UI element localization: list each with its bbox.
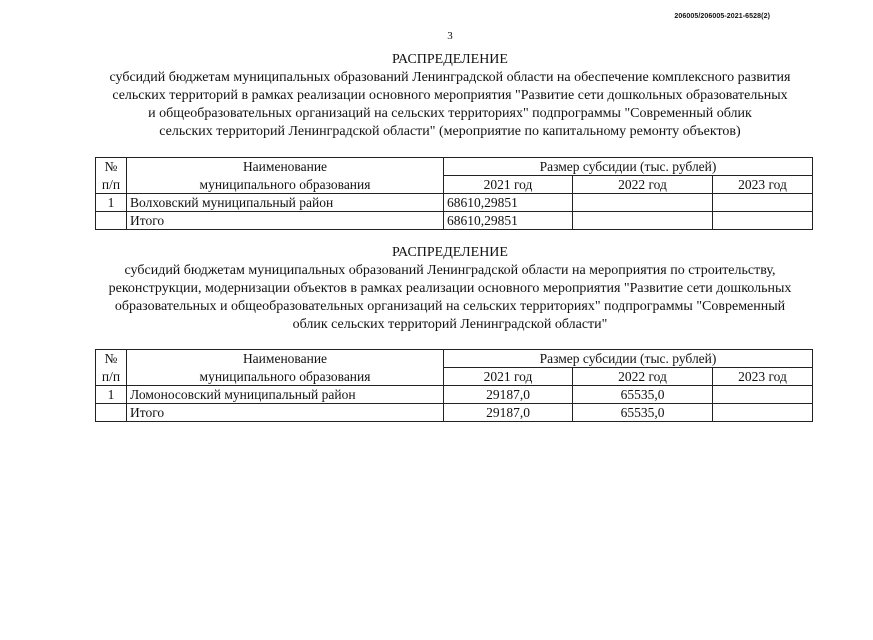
row-value-2021: 68610,29851 [444, 212, 573, 230]
subsidy-header: Размер субсидии (тыс. рублей) [444, 158, 813, 176]
name-header: Наименование [127, 158, 444, 176]
section2-line-2: реконструкции, модернизации объектов в рамках реализации основного мероприятия "Развитие сети дошкольных [108, 281, 792, 296]
year-header-2023: 2023 год [713, 368, 813, 386]
section2-heading [0, 244, 873, 334]
row-value-2023 [713, 194, 813, 212]
year-header-2021: 2021 год [444, 176, 573, 194]
document-id: 206005/206005-2021-6528(2) [674, 13, 770, 20]
row-num [96, 212, 127, 230]
page-number: 3 [447, 30, 453, 42]
section1-heading [0, 51, 873, 141]
section1-line-3: и общеобразовательных организаций на сельских территориях" подпрограммы "Современный облик [148, 106, 752, 121]
table-total-row [96, 212, 813, 230]
row-name: Итого [127, 212, 444, 230]
num-header: № [96, 350, 127, 368]
row-value-2023 [713, 212, 813, 230]
num-header-sub: п/п [96, 176, 127, 194]
row-name: Ломоносовский муниципальный район [127, 386, 444, 404]
row-num: 1 [96, 194, 127, 212]
section1-line-1: субсидий бюджетам муниципальных образований Ленинградской области на обеспечение комплексного развития [109, 70, 791, 85]
section2-line-3: образовательных и общеобразовательных организаций на сельских территориях" подпрограммы "Современный [114, 299, 786, 314]
section1-table [95, 157, 813, 230]
table-header-row [96, 158, 813, 176]
row-value-2022: 65535,0 [573, 386, 713, 404]
row-value-2022: 65535,0 [573, 404, 713, 422]
row-num: 1 [96, 386, 127, 404]
row-value-2021: 68610,29851 [444, 194, 573, 212]
table-header-row [96, 368, 813, 386]
section2-title: РАСПРЕДЕЛЕНИЕ [392, 245, 508, 260]
num-header-sub: п/п [96, 368, 127, 386]
year-header-2023: 2023 год [713, 176, 813, 194]
num-header: № [96, 158, 127, 176]
row-value-2021: 29187,0 [444, 404, 573, 422]
name-header-sub: муниципального образования [127, 368, 444, 386]
row-value-2021: 29187,0 [444, 386, 573, 404]
section1-line-4: сельских территорий Ленинградской области" (мероприятие по капитальному ремонту объектов) [159, 124, 741, 139]
row-num [96, 404, 127, 422]
table-header-row [96, 350, 813, 368]
row-value-2023 [713, 386, 813, 404]
row-value-2022 [573, 194, 713, 212]
section1-title: РАСПРЕДЕЛЕНИЕ [392, 52, 508, 67]
year-header-2022: 2022 год [573, 368, 713, 386]
section1-line-2: сельских территорий в рамках реализации основного мероприятия "Развитие сети дошкольных образовательных [112, 88, 788, 103]
section2-line-1: субсидий бюджетам муниципальных образований Ленинградской области на мероприятия по строительству, [124, 263, 776, 278]
table-row [96, 386, 813, 404]
table-total-row [96, 404, 813, 422]
year-header-2021: 2021 год [444, 368, 573, 386]
section2-line-4: облик сельских территорий Ленинградской области" [292, 317, 608, 332]
table-row [96, 194, 813, 212]
name-header: Наименование [127, 350, 444, 368]
row-name: Итого [127, 404, 444, 422]
year-header-2022: 2022 год [573, 176, 713, 194]
table-header-row [96, 176, 813, 194]
row-value-2022 [573, 212, 713, 230]
row-name: Волховский муниципальный район [127, 194, 444, 212]
row-value-2023 [713, 404, 813, 422]
section2-table [95, 349, 813, 422]
subsidy-header: Размер субсидии (тыс. рублей) [444, 350, 813, 368]
name-header-sub: муниципального образования [127, 176, 444, 194]
